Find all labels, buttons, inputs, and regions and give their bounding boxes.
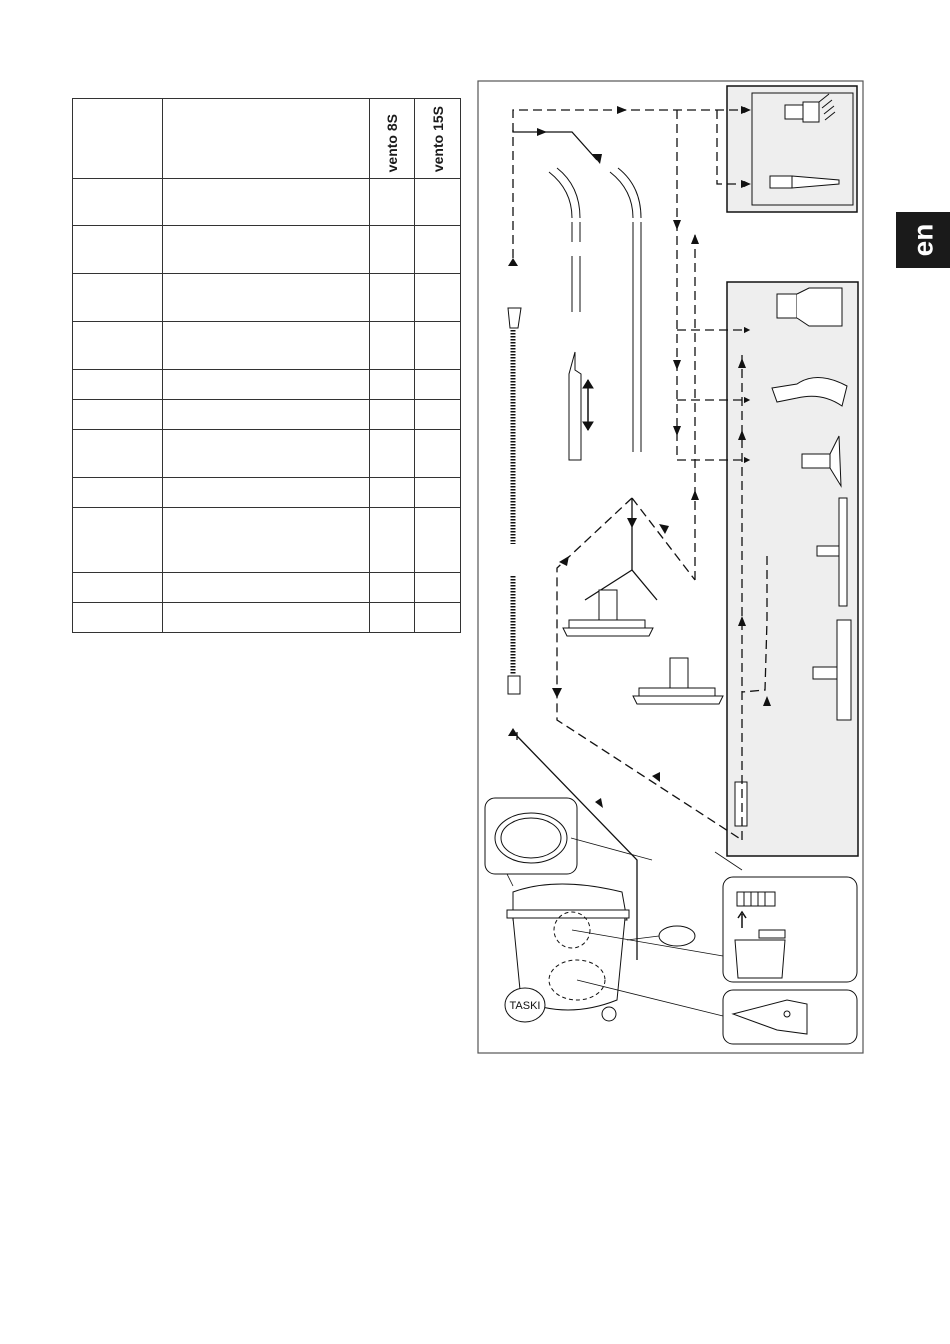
filter-ring-callout [485,798,577,874]
table-cell [163,573,370,603]
column-header-label: vento 15S [429,105,446,172]
table-cell [370,322,415,370]
table-cell [370,179,415,226]
table-cell [163,478,370,508]
table-cell [370,400,415,430]
language-tab-label: en [907,223,938,257]
floor-tools-box [727,282,858,856]
table-cell [163,400,370,430]
table-row [73,603,461,633]
table-cell [73,226,163,274]
table-cell [163,430,370,478]
table-cell [415,274,461,322]
table-cell [415,430,461,478]
filter-disc-icon [659,926,695,946]
table-cell [73,274,163,322]
table-cell [415,478,461,508]
table-cell [370,274,415,322]
table-row [73,508,461,573]
parts-table [72,98,461,633]
table-row [73,179,461,226]
table-cell [370,508,415,573]
table-header-cell [73,99,163,179]
table-cell [415,226,461,274]
table-row [73,400,461,430]
accessory-diagram [477,80,865,1056]
table-cell [73,430,163,478]
table-cell [163,603,370,633]
table-cell [415,179,461,226]
column-header-vento-8s [370,99,415,179]
table-cell [73,573,163,603]
brand-logo: TASKI [509,1000,541,1012]
table-cell [73,603,163,633]
table-cell [163,370,370,400]
table-cell [415,400,461,430]
table-header-row [73,99,461,179]
table-cell [415,322,461,370]
table-row [73,478,461,508]
table-cell [73,322,163,370]
table-cell [370,478,415,508]
table-row [73,226,461,274]
table-cell [163,274,370,322]
table-row [73,322,461,370]
table-cell [163,508,370,573]
table-cell [163,179,370,226]
table-cell [163,322,370,370]
table-cell [415,603,461,633]
language-tab [896,212,950,268]
tool-adapter-icon [735,782,747,826]
table-row [73,370,461,400]
table-cell [370,226,415,274]
table-cell [73,400,163,430]
table-row [73,573,461,603]
dust-bag-callout [723,990,857,1044]
table-cell [415,573,461,603]
table-cell [370,370,415,400]
column-header-vento-15s [415,99,461,179]
table-cell [370,573,415,603]
table-cell [73,370,163,400]
table-header-cell [163,99,370,179]
table-cell [73,508,163,573]
table-cell [415,508,461,573]
table-row [73,430,461,478]
filter-basket-callout [723,877,857,982]
column-header-label: vento 8S [384,113,400,172]
table-cell [73,478,163,508]
vacuum-cleaner-icon [505,884,629,1022]
table-cell [163,226,370,274]
table-cell [73,179,163,226]
table-cell [415,370,461,400]
table-row [73,274,461,322]
table-cell [370,430,415,478]
table-cell [370,603,415,633]
